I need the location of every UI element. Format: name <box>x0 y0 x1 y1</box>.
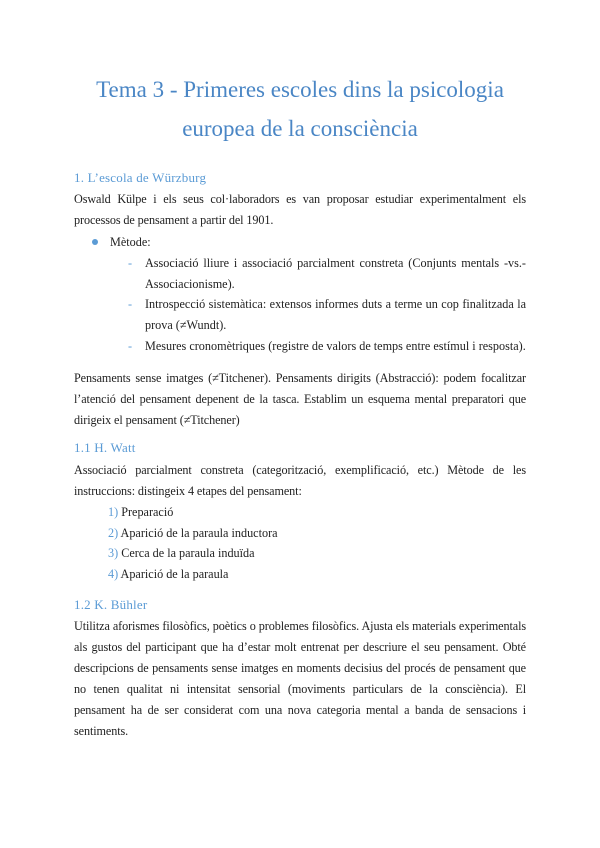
title-line-1: Tema 3 - Primeres escoles dins la psicologia <box>96 77 504 102</box>
stage-number: 1) <box>108 505 119 519</box>
section-1-2-text: Utilitza aforismes filosòfics, poètics o problemes filosòfics. Ajusta els materials experimentals als gustos del participant que ha d’estar molt entrenat per descriure el seu pensament. Obté descripcions de pensaments sense imatges en moments decisius del procés de pensament que no tenen qualitat ni intensitat sensorial (moviments particulars de la consciència). El pensament ha de ser considerat com una nova categoria mental a banda de sensacions i sentiments. <box>74 619 526 738</box>
stage-label: Cerca de la paraula induïda <box>121 546 255 560</box>
stage-item <box>108 543 255 564</box>
stage-item <box>108 502 173 523</box>
section-1-1-heading: 1.1 H. Watt <box>74 440 136 455</box>
section-1-intro: Oswald Külpe i els seus col·laboradors es van proposar estudiar experimentalment els processos de pensament a partir del 1901. <box>74 192 526 227</box>
method-bullet-label: Mètode: <box>110 235 151 249</box>
stage-label: Preparació <box>121 505 174 519</box>
title-line-2: europea de la consciència <box>182 116 418 141</box>
section-1-heading: 1. L’escola de Würzburg <box>74 170 207 185</box>
section-1-closing: Pensaments sense imatges (≠Titchener). Pensaments dirigits (Abstracció): podem focalitzar l’atenció del pensament depenent de la tasca. Establim un esquema mental preparatori que dirigeix el pensament (≠Titchener) <box>74 371 526 427</box>
method-item <box>128 336 526 357</box>
stage-number: 4) <box>108 567 119 581</box>
section-1-1-text: Associació parcialment constreta (categorització, exemplificació, etc.) Mètode de les instruccions: distingeix 4 etapes del pensament: <box>74 463 526 498</box>
method-item-text: Mesures cronomètriques (registre de valors de temps entre estímul i resposta). <box>145 339 526 353</box>
method-item <box>128 294 526 336</box>
method-item-text: Associació lliure i associació parcialment constreta (Conjunts mentals -vs.- Associacionisme). <box>145 256 526 291</box>
dash-marker: - <box>128 339 133 353</box>
page-title <box>60 70 540 148</box>
dash-marker: - <box>128 297 133 311</box>
stage-number: 3) <box>108 546 119 560</box>
stage-item <box>108 564 228 585</box>
method-item <box>128 253 526 295</box>
stage-item <box>108 523 278 544</box>
method-item-text: Introspecció sistemàtica: extensos informes duts a terme un cop finalitzada la prova (≠Wundt). <box>145 297 526 332</box>
section-1-2-heading: 1.2 K. Bühler <box>74 597 148 612</box>
method-bullet <box>92 232 151 253</box>
dash-marker: - <box>128 256 133 270</box>
stage-label: Aparició de la paraula inductora <box>120 526 278 540</box>
stage-label: Aparició de la paraula <box>120 567 229 581</box>
stage-number: 2) <box>108 526 119 540</box>
bullet-dot-icon <box>92 239 98 245</box>
